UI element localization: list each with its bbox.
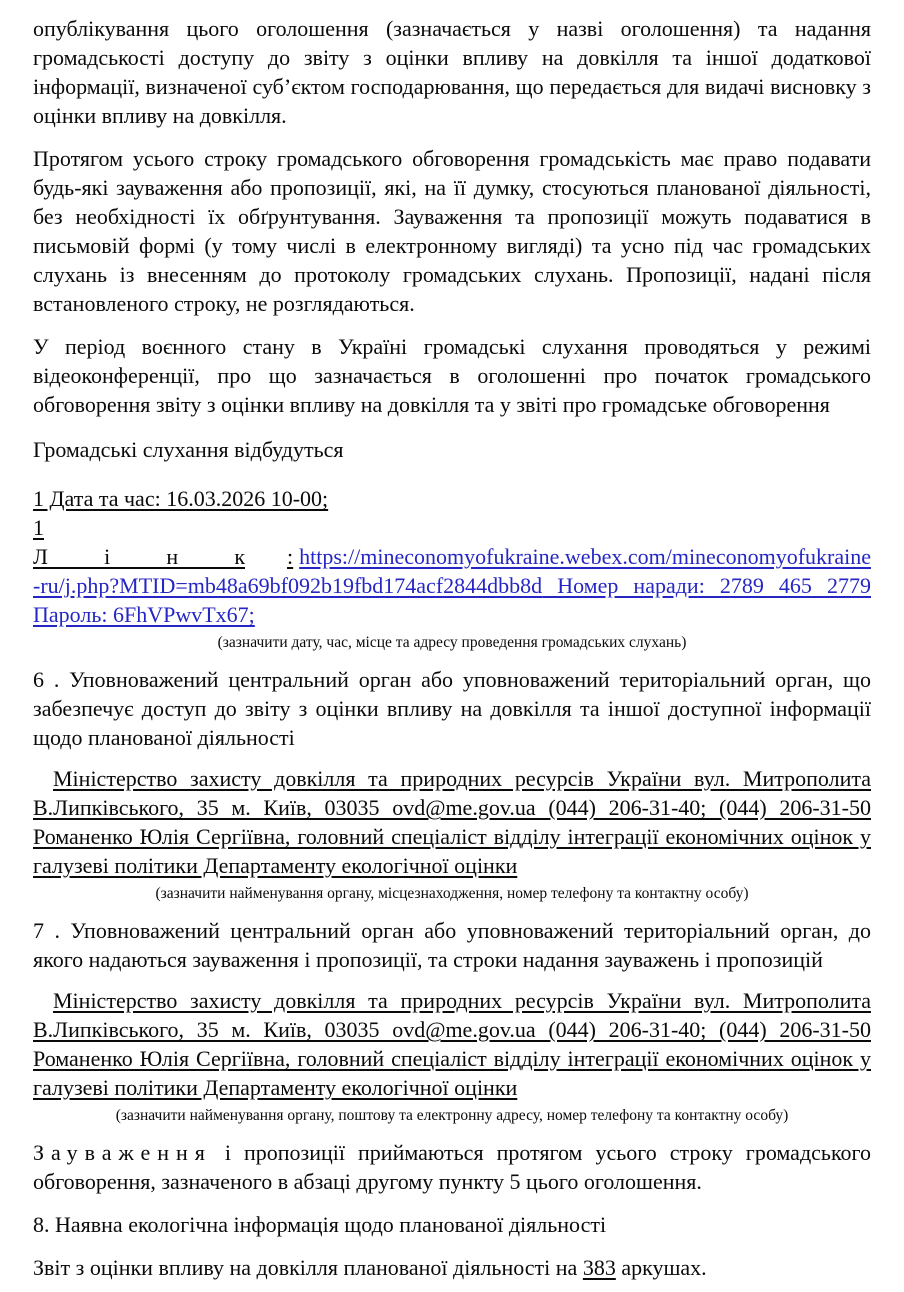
caption-hearings-note: (зазначити дату, час, місце та адресу проведення громадських слухань)	[217, 634, 687, 651]
comments-acceptance-rest-text: і пропозиції приймаються протягом усього строку громадського обговорення, зазначеного в абзаці другому пункту 5 цього оголошення.	[33, 1140, 871, 1194]
intro-paragraph-publication: опублікування цього оголошення (зазначається у назві оголошення) та надання громадськості доступу до звіту з оцінки впливу на довкілля та іншої додаткової інформації, визначеної суб’єктом господарювання, що передається для видачі висновку з оцінки впливу на довкілля.	[33, 16, 871, 128]
caption-authority-comments-note: (зазначити найменування органу, поштову та електронну адресу, номер телефону та контактну особу)	[115, 1107, 789, 1124]
hearing-link-line	[33, 542, 871, 629]
hearing-number-text: 1	[33, 515, 44, 540]
ministry-contact-block-comments: Міністерство захисту довкілля та природних ресурсів України вул. Митрополита В.Липківського, 35 м. Київ, 03035 ovd@me.gov.ua (044) 206-31-40; (044) 206-31-50 Романенко Юлія Сергіївна, головний спеціаліст відділу інтеграції економічних оцінок у галузеві політики Департаменту екологічної оцінки	[33, 988, 871, 1100]
caption-authority-access-note: (зазначити найменування органу, місцезнаходження, номер телефону та контактну особу)	[155, 885, 749, 902]
intro-paragraph-martial-law: У період воєнного стану в Україні громадські слухання проводяться у режимі відеоконференції, про що зазначається в оголошенні про початок громадського обговорення звіту з оцінки впливу на довкілля та у звіті про громадське обговорення	[33, 334, 871, 417]
item6-heading: 6 . Уповноважений центральний орган або уповноважений територіальний орган, що забезпечує доступ до звіту з оцінки впливу на довкілля та іншої доступної інформації щодо планованої діяльності	[33, 667, 871, 750]
link-label: Л і н к	[33, 544, 246, 569]
hearing-datetime-line	[33, 484, 871, 513]
hearings-intro-line: Громадські слухання відбудуться	[33, 437, 344, 462]
webex-meeting-info-text: Номер наради: 2789 465 2779 Пароль: 6FhVPwvTx67;	[33, 573, 871, 627]
hearing-number-line	[33, 513, 871, 542]
comments-acceptance-lead-word: Зауваження	[33, 1140, 212, 1165]
item7-heading: 7 . Уповноважений центральний орган або уповноважений територіальний орган, до якого надаються зауваження і пропозиції, та строки надання зауважень і пропозицій	[33, 918, 871, 972]
report-pages-line	[33, 1253, 871, 1282]
report-pages-prefix: Звіт з оцінки впливу на довкілля планованої діяльності на	[33, 1255, 583, 1280]
comments-acceptance-paragraph	[33, 1138, 871, 1196]
webex-meeting-url-text: https://mineconomyofukraine.webex.com/mineconomyofukraine-ru/j.php?MTID=mb48a69bf092b19fbd174acf2844dbb8d	[33, 544, 871, 598]
item8-heading: 8. Наявна екологічна інформація щодо планованої діяльності	[33, 1212, 607, 1237]
link-colon: :	[287, 544, 294, 569]
hearing-datetime-text: 1 Дата та час: 16.03.2026 10-00;	[33, 486, 329, 511]
ministry-contact-block-access: Міністерство захисту довкілля та природних ресурсів України вул. Митрополита В.Липківського, 35 м. Київ, 03035 ovd@me.gov.ua (044) 206-31-40; (044) 206-31-50 Романенко Юлія Сергіївна, головний спеціаліст відділу інтеграції економічних оцінок у галузеві політики Департаменту екологічної оцінки	[33, 766, 871, 878]
report-pages-count: 383	[582, 1255, 616, 1280]
report-pages-suffix: аркушах.	[615, 1255, 707, 1280]
intro-paragraph-comments-rights: Протягом усього строку громадського обговорення громадськість має право подавати будь-які зауваження або пропозиції, які, на її думку, стосуються планованої діяльності, без необхідності їх обґрунтування. Зауваження та пропозиції можуть подаватися в письмовій формі (у тому числі в електронному вигляді) та усно під час громадських слухань із внесенням до протоколу громадських слухань. Пропозиції, надані після встановленого строку, не розглядаються.	[33, 146, 871, 316]
